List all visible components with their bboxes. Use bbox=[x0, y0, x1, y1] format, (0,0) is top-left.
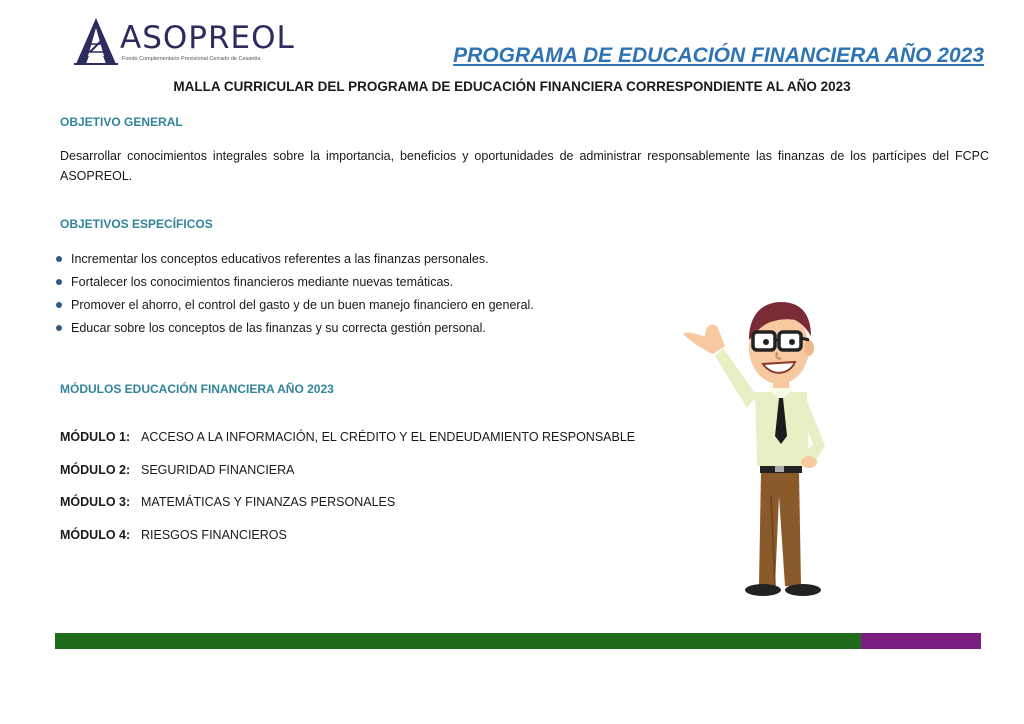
module-title: ACCESO A LA INFORMACIÓN, EL CRÉDITO Y EL ENDEUDAMIENTO RESPONSABLE bbox=[141, 430, 636, 444]
module-item bbox=[60, 428, 635, 461]
module-label: MÓDULO 4: bbox=[60, 527, 131, 542]
tower-logo-icon bbox=[72, 16, 120, 66]
bullet-dot-icon bbox=[56, 279, 62, 285]
logo-wordmark: ASOPREOL bbox=[120, 20, 295, 56]
general-objective-text: Desarrollar conocimientos integrales sobre la importancia, beneficios y oportunidades de administrar responsablemente las finanzas de los partícipes del FCPC ASOPREOL. bbox=[60, 149, 989, 183]
bullet-dot-icon bbox=[56, 256, 62, 262]
module-title: MATEMÁTICAS Y FINANZAS PERSONALES bbox=[141, 495, 396, 509]
module-label: MÓDULO 1: bbox=[60, 430, 131, 444]
specific-objectives-heading: OBJETIVOS ESPECÍFICOS bbox=[60, 217, 213, 231]
asopreol-logo bbox=[72, 16, 295, 68]
module-item bbox=[60, 493, 635, 526]
general-objective-heading: OBJETIVO GENERAL bbox=[60, 115, 183, 129]
module-title: RIESGOS FINANCIEROS bbox=[141, 527, 287, 542]
list-item bbox=[56, 319, 534, 342]
bullet-dot-icon bbox=[56, 302, 62, 308]
list-item bbox=[56, 296, 534, 319]
module-label: MÓDULO 3: bbox=[60, 495, 131, 509]
objective-text: Promover el ahorro, el control del gasto y de un buen manejo financiero en general. bbox=[71, 298, 534, 312]
module-item bbox=[60, 526, 635, 559]
bullet-dot-icon bbox=[56, 325, 62, 331]
objective-text: Incrementar los conceptos educativos referentes a las finanzas personales. bbox=[71, 252, 489, 266]
list-item bbox=[56, 273, 534, 296]
module-title: SEGURIDAD FINANCIERA bbox=[141, 462, 295, 477]
module-item bbox=[60, 461, 635, 494]
modules-list bbox=[60, 428, 635, 558]
page-title: MALLA CURRICULAR DEL PROGRAMA DE EDUCACIÓN FINANCIERA CORRESPONDIENTE AL AÑO 2023 bbox=[173, 79, 851, 94]
list-item bbox=[56, 250, 534, 273]
footer-bar-green bbox=[55, 633, 861, 649]
specific-objectives-list bbox=[56, 250, 534, 342]
footer-bar-purple bbox=[861, 633, 981, 649]
objective-text: Fortalecer los conocimientos financieros mediante nuevas temáticas. bbox=[71, 275, 454, 289]
logo-subtitle: Fondo Complementario Previsional Cerrado de Cesantía bbox=[122, 56, 261, 62]
presenter-man-illustration bbox=[675, 296, 865, 606]
modules-heading: MÓDULOS EDUCACIÓN FINANCIERA AÑO 2023 bbox=[60, 382, 334, 396]
module-label: MÓDULO 2: bbox=[60, 462, 131, 477]
objective-text: Educar sobre los conceptos de las finanzas y su correcta gestión personal. bbox=[71, 321, 486, 335]
program-title: PROGRAMA DE EDUCACIÓN FINANCIERA AÑO 2023 bbox=[453, 44, 984, 67]
